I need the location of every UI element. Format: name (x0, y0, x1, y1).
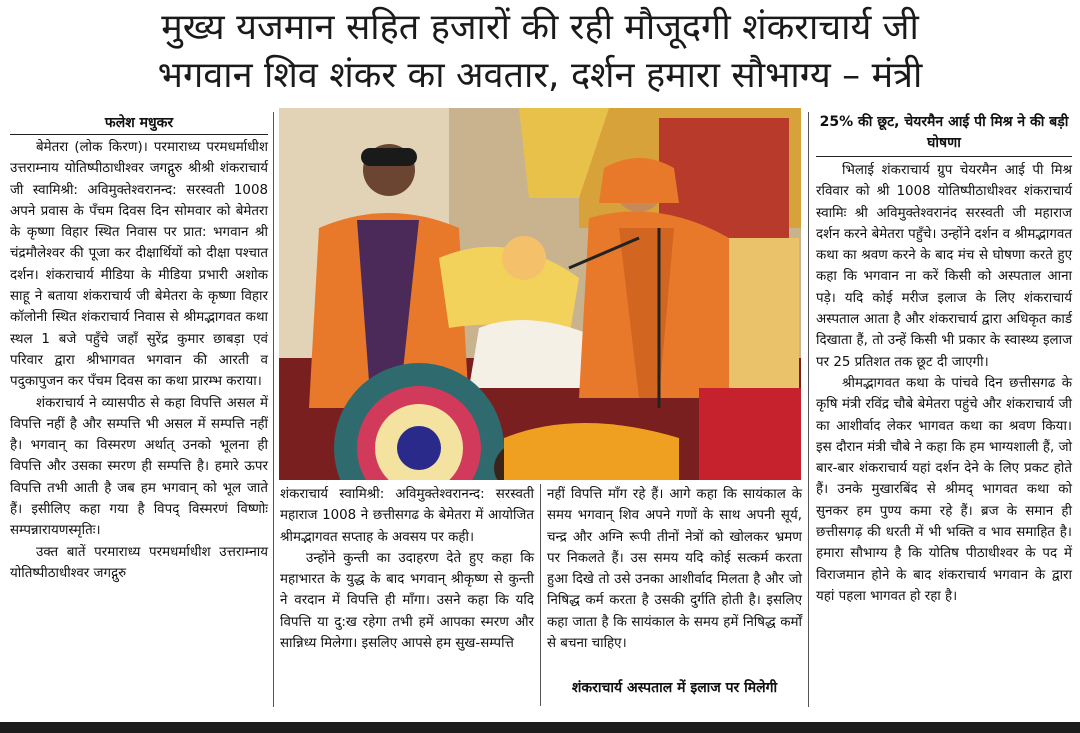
paragraph: उक्त बातें परमाराध्य परमधर्माधीश उत्तराम्नाय योतिष्पीठाधीश्वर जगद्गुरु (10, 544, 268, 581)
photo-illustration (279, 108, 801, 480)
paragraph: उन्होंने कुन्ती का उदाहरण देते हुए कहा कि महाभारत के युद्ध के बाद भगवान् श्रीकृष्ण से कुन्ती ने वरदान में विपत्ति ही माँगा। उसने कहा कि यदि विपत्ति या दु:ख रहेगा तभी हमें आपका स्मरण और सान्निध्य मिलेगा। इसलिए आपसे हम सुख-सम्पत्ति (280, 550, 534, 652)
paragraph: नहीं विपत्ति माँग रहे हैं। आगे कहा कि सायंकाल के समय भगवान् शिव अपने गणों के साथ अपनी सूर्य, चन्द्र और अग्नि रूपी तीनों नेत्रों को खोलकर भ्रमण पर निकलते हैं। उस समय यदि कोई सत्कर्म करता हुआ दिखे तो उसे उनका आशीर्वाद मिलता है और जो निषिद्ध कर्म करता है उसकी दुर्गति होती है। इसलिए कहा जाता है कि सायंकाल के समय हमें निषिद्ध कर्मों से बचना चाहिए। (547, 487, 802, 652)
article-column-2 (280, 484, 534, 654)
column-divider (273, 112, 274, 707)
footer-bar (0, 722, 1080, 733)
column-divider (540, 484, 541, 706)
headline (0, 4, 1080, 100)
article-column-1 (10, 112, 268, 584)
headline-line-1: मुख्य यजमान सहित हजारों की रही मौजूदगी शंकराचार्य जी (161, 7, 919, 48)
paragraph: भिलाई शंकराचार्य ग्रुप चेयरमैन आई पी मिश्र रविवार को श्री 1008 योतिष्पीठाधीश्वर शंकराचार्य स्वामिः श्री अविमुक्तेश्वरानंद सरस्वती जी महाराज दर्शन करने बेमेतरा पहुँचे। उन्होंने दर्शन व श्रीमद्भागवत कथा का श्रवण करने के बाद मंच से घोषणा करते हुए कहा कि भगवान ना करें किसी को अस्पताल आना पड़े। यदि कोई मरीज इलाज के लिए शंकराचार्य अस्पताल आता है और शंकराचार्य द्वारा अधिकृत कार्ड दिखाता हैं, तो उन्हें किसी भी प्रकार के स्वास्थ्य इलाज पर 25 प्रतिशत तक छूट दी जाएगी। (816, 163, 1072, 370)
column-3-subhead: शंकराचार्य अस्पताल में इलाज पर मिलेगी (571, 680, 778, 696)
article-column-3 (547, 484, 802, 654)
side-headline: 25% की छूट, चेयरमैन आई पी मिश्र ने की बड़ी घोषणा (816, 112, 1072, 157)
paragraph: शंकराचार्य ने व्यासपीठ से कहा विपत्ति असल में विपत्ति नहीं है और सम्पत्ति भी असल में सम्पत्ति नहीं है। भगवान् का विस्मरण अर्थात् उनको भूलना ही विपत्ति और उसका स्मरण ही सम्पत्ति है। हमारे ऊपर विपत्ति तभी आती है जब हम भगवान् को भूल जाते हैं। इसीलिए कहा गया है विपद् विस्मरणं विष्णोः सम्पन्नारायणस्मृतिः। (10, 395, 268, 539)
paragraph: श्रीमद्भागवत कथा के पांचवे दिन छत्तीसगढ के कृषि मंत्री रविंद्र चौबे बेमेतरा पहुंचे और शंकराचार्य जी का आशीर्वाद लेकर भागवत कथा का श्रवण किया। इस दौरान मंत्री चौबे ने कहा कि हम भाग्यशाली हैं, जो बार-बार शंकराचार्य यहां दर्शन देने के लिए प्रकट होते हैं। उनके मुखारबिंद से श्रीमद् भागवत कथा को सुनकर हम पुण्य कमा रहे हैं। ब्रज के समान ही छत्तीसगढ़ की धरती में भी भक्ति व भाव समाहित है। हमारा सौभाग्य है कि योतिष पीठाधीश्वर के पद में विराजमान होने के बाद शंकराचार्य भगवान के द्वारा यहां पहला भागवत हो रहा है। (816, 375, 1072, 604)
ceremony-photo (279, 108, 801, 480)
paragraph: बेमेतरा (लोक किरण)। परमाराध्य परमधर्माधीश उत्तराम्नाय योतिष्पीठाधीश्वर जगद्गुरु श्रीश्री शंकराचार्य जी स्वामिश्री: अविमुक्तेश्वरानन्द: सरस्वती 1008 अपने प्रवास के पँचम दिवस दिन सोमवार को बेमेतरा के कृष्णा विहार स्थित निवास पर प्रात: भगवान श्री चंद्रमौलेश्वर की पूजा कर दीक्षार्थियों को दीक्षा पश्चात दर्शन। शंकराचार्य मीडिया के मीडिया प्रभारी अशोक साहू ने बताया शंकराचार्य जी बेमेतरा के कृष्णा विहार कॉलोनी स्थित शंकराचार्य निवास से श्रीमद्भागवत कथा स्थल 1 बजे पहुँचे जहाँ सुरेंद्र कुमार छाबड़ा एवं परिवार द्वारा श्रीभागवत भगवान की आरती व पदुकापुजन कर पँचम दिवस का कथा प्रारम्भ कराया। (10, 140, 268, 390)
paragraph: शंकराचार्य स्वामिश्री: अविमुक्तेश्वरानन्द: सरस्वती महाराज 1008 ने छत्तीसगढ के बेमेतरा में आयोजित श्रीमद्भागवत सप्ताह के अवसय पर कही। (280, 487, 534, 545)
article-column-4 (816, 112, 1072, 607)
column-divider (808, 112, 809, 707)
headline-line-2: भगवान शिव शंकर का अवतार, दर्शन हमारा सौभाग्य – मंत्री (157, 55, 923, 96)
byline: फलेश मधुकर (10, 112, 268, 135)
